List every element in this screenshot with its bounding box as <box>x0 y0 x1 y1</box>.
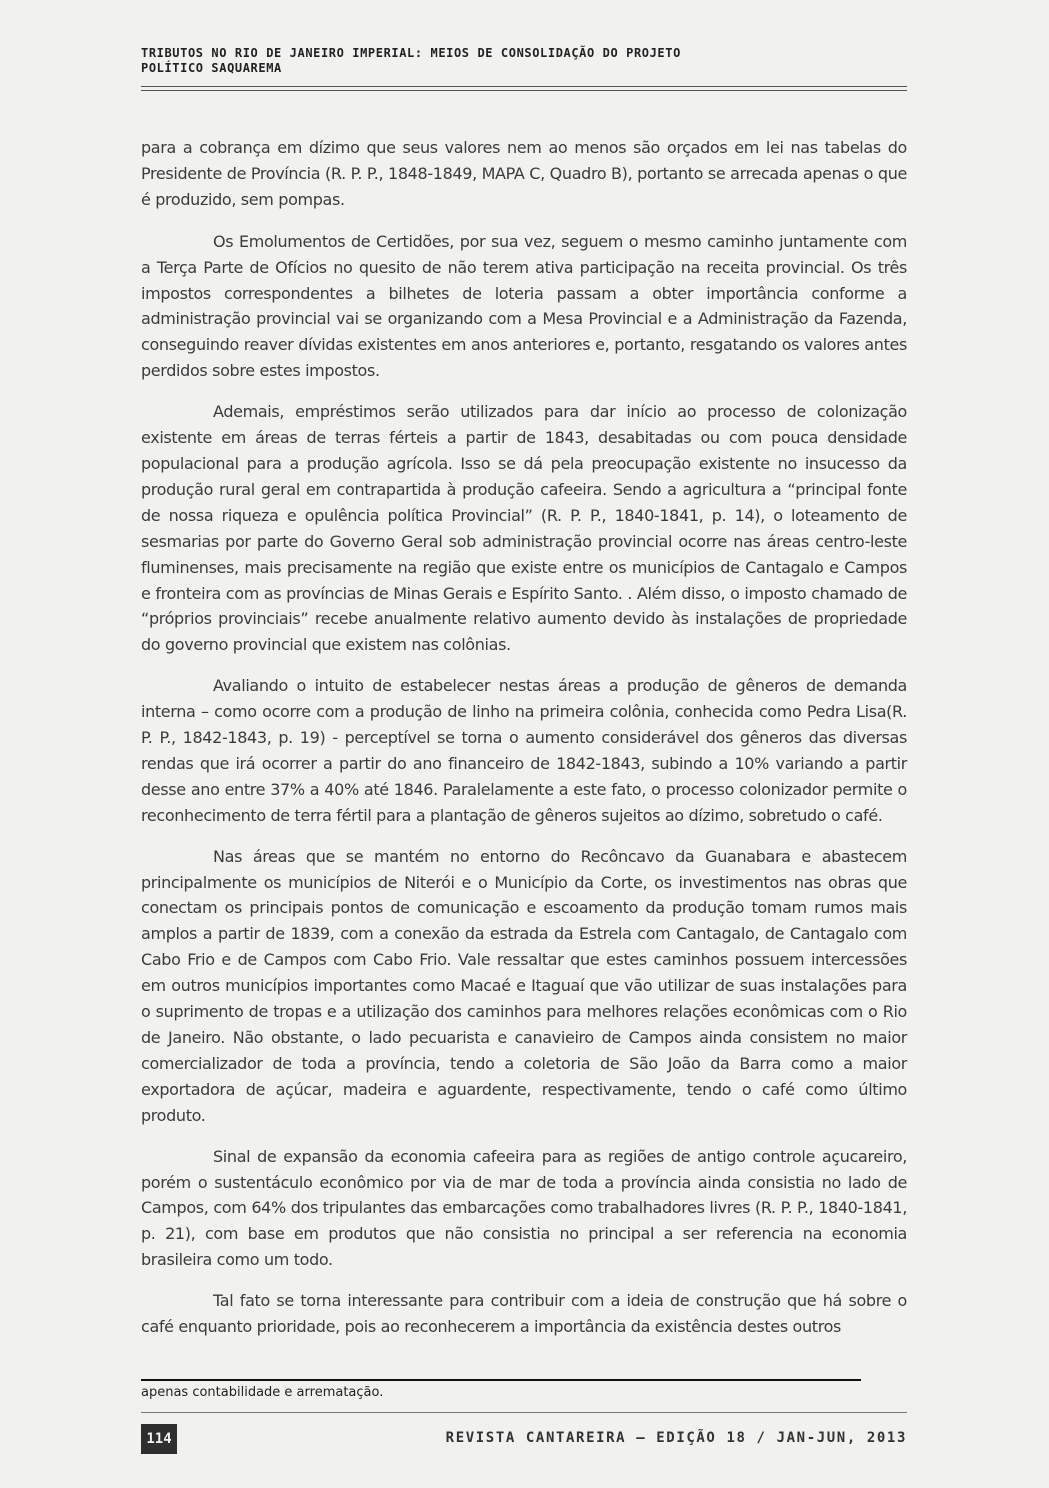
running-header-title: TRIBUTOS NO RIO DE JANEIRO IMPERIAL: MEIOS DE CONSOLIDAÇÃO DO PROJETO POLÍTICO SAQUAREMA <box>141 46 681 75</box>
paragraph-1: para a cobrança em dízimo que seus valores nem ao menos são orçados em lei nas tabelas do Presidente de Província (R. P. P., 1848-1849, MAPA C, Quadro B), portanto se arrecada apenas o que é produzido, sem pompas. <box>141 138 907 209</box>
header-rule-top <box>141 86 907 87</box>
journal-name: REVISTA CANTAREIRA – EDIÇÃO 18 / JAN-JUN, 2013 <box>445 1430 907 1446</box>
article-body <box>141 135 907 1355</box>
paragraph-3: Ademais, empréstimos serão utilizados para dar início ao processo de colonização existente em áreas de terras férteis a partir de 1843, desabitadas ou com pouca densidade populacional para a produção agrícola. Isso se dá pela preocupação existente no insucesso da produção rural geral em contrapartida à produção cafeeira. Sendo a agricultura a “principal fonte de nossa riqueza e opulência política Provincial” (R. P. P., 1840-1841, p. 14), o loteamento de sesmarias por parte do Governo Geral sob administração provincial ocorre nas áreas centro-leste fluminenses, mais precisamente na região que existe entre os municípios de Cantagalo e Campos e fronteira com as províncias de Minas Gerais e Espírito Santo. . Além disso, o imposto chamado de “próprios provinciais” recebe anualmente relativo aumento devido às instalações de propriedade do governo provincial que existem nas colônias. <box>141 402 907 655</box>
footnote-text: apenas contabilidade e arrematação. <box>141 1385 384 1400</box>
paragraph-2: Os Emolumentos de Certidões, por sua vez, seguem o mesmo caminho juntamente com a Terça Parte de Ofícios no quesito de não terem ativa participação na receita provincial. Os três impostos correspondentes a bilhetes de loteria passam a obter importância conforme a administração provincial vai se organizando com a Mesa Provincial e a Administração da Fazenda, conseguindo reaver dívidas existentes em anos anteriores e, portanto, resgatando os valores antes perdidos sobre estes impostos. <box>141 231 907 381</box>
paragraph-6: Sinal de expansão da economia cafeeira para as regiões de antigo controle açucareiro, porém o sustentáculo econômico por via de mar de toda a província ainda consistia no lado de Campos, com 64% dos tripulantes das embarcações como trabalhadores livres (R. P. P., 1840-1841, p. 21), com base em produtos que não consistia no principal a ser referencia na economia brasileira como um todo. <box>141 1146 907 1270</box>
page-number: 114 <box>141 1424 177 1454</box>
paragraph-7: Tal fato se torna interessante para contribuir com a ideia de construção que há sobre o café enquanto prioridade, pois ao reconhecerem a importância da existência destes outros <box>141 1291 907 1337</box>
paragraph-4: Avaliando o intuito de estabelecer nestas áreas a produção de gêneros de demanda interna – como ocorre com a produção de linho na primeira colônia, conhecida como Pedra Lisa(R. P. P., 1842-1843, p. 19) - perceptível se torna o aumento considerável dos gêneros das diversas rendas que irá ocorrer a partir do ano financeiro de 1842-1843, subindo a 10% variando a partir desse ano entre 37% a 40% até 1846. Paralelamente a este fato, o processo colonizador permite o reconhecimento de terra fértil para a plantação de gêneros sujeitos ao dízimo, sobretudo o café. <box>141 676 907 825</box>
footer-rule <box>141 1412 907 1413</box>
footnote-rule <box>141 1379 861 1381</box>
paragraph-5: Nas áreas que se mantém no entorno do Recôncavo da Guanabara e abastecem principalmente os municípios de Niterói e o Município da Corte, os investimentos nas obras que conectam os principais pontos de comunicação e escoamento da produção tomam rumos mais amplos a partir de 1839, com a conexão da estrada da Estrela com Cantagalo, de Cantagalo com Cabo Frio e de Campos com Cabo Frio. Vale ressaltar que estes caminhos possuem intercessões em outros municípios importantes como Macaé e Itaguaí que vão utilizar de suas instalações para o suprimento de tropas e a utilização dos caminhos para melhores relações econômicas com o Rio de Janeiro. Não obstante, o lado pecuarista e canavieiro de Campos ainda consistem no maior comercializador de toda a província, tendo a coletoria de São João da Barra como a maior exportadora de açúcar, madeira e aguardente, respectivamente, tendo o café como último produto. <box>141 846 907 1125</box>
header-rule-bottom <box>141 90 907 91</box>
